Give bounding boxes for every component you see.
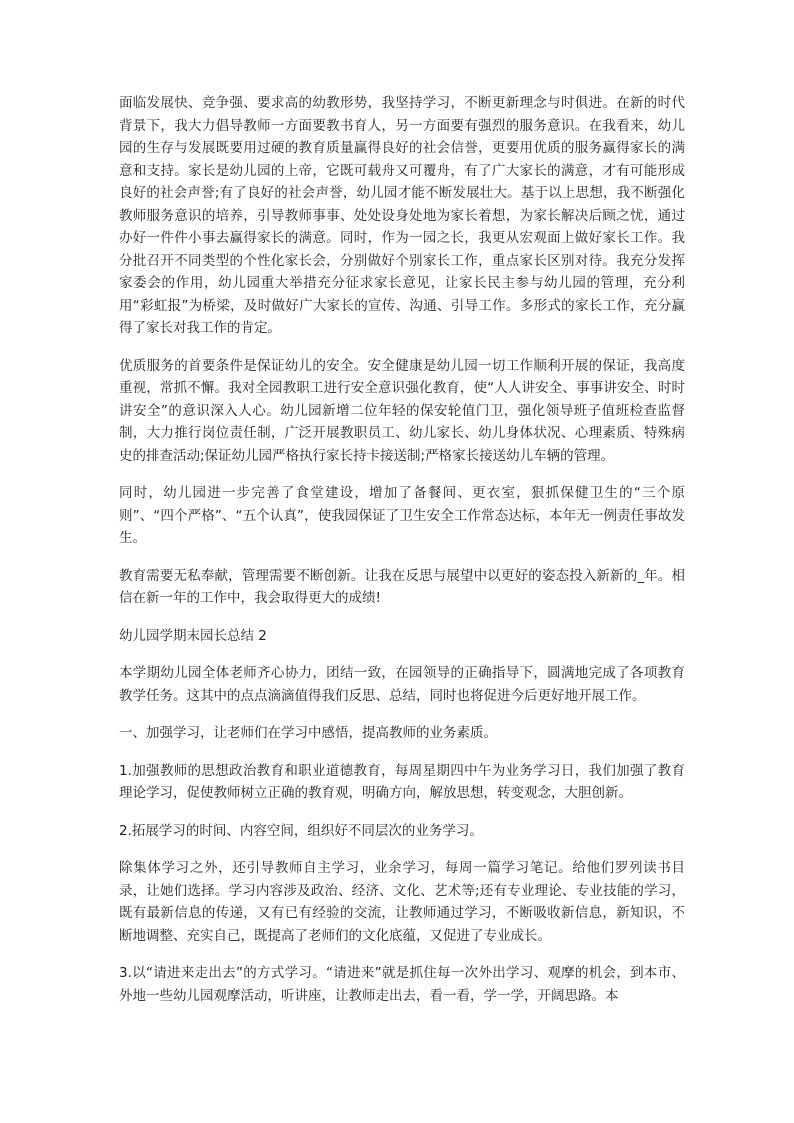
section-title: 幼儿园学期末园长总结 2	[119, 627, 267, 644]
paragraph-intro: 本学期幼儿园全体老师齐心协力，团结一致，在园领导的正确指导下，圆满地完成了各项教育教学任务。这其中的点点滴滴值得我们反思、总结，同时也将促进今后更好地开展工作。	[119, 665, 685, 704]
paragraph-outlook: 教育需要无私奉献，管理需要不断创新。让我在反思与展望中以更好的姿态投入新新的_年。相信在新一年的工作中，我会取得更大的成绩!	[119, 567, 685, 606]
paragraph-parent-service: 面临发展快、竞争强、要求高的幼教形势，我坚持学习，不断更新理念与时俱进。在新的时代背景下，我大力倡导教师一方面要教书育人，另一方面要有强烈的服务意识。在我看来，幼儿园的生存与发展既要用过硬的教育质量赢得良好的社会信誉，更要用优质的服务赢得家长的满意和支持。家长是幼儿园的上帝，它既可载舟又可覆舟，有了广大家长的满意，才有可能形成良好的社会声誉;有了良好的社会声誉，幼儿园才能不断发展壮大。基于以上思想，我不断强化教师服务意识的培养，引导教师事事、处处设身处地为家长着想，为家长解决后顾之忧，通过办好一件件小事去赢得家长的满意。同时，作为一园之长，我更从宏观面上做好家长工作。我分批召开不同类型的个性化家长会，分别做好个别家长工作，重点家长区别对待。我充分发挥家委会的作用，幼儿园重大举措充分征求家长意见，让家长民主参与幼儿园的管理，充分利用“彩虹报”为桥梁，及时做好广大家长的宣传、沟通、引导工作。多形式的家长工作，充分赢得了家长对我工作的肯定。	[119, 95, 685, 336]
list-item-3: 3.以“请进来走出去”的方式学习。“请进来”就是抓住每一次外出学习、观摩的机会，到本市、外地一些幼儿园观摩活动，听讲座，让教师走出去，看一看，学一学，开阔思路。本	[119, 965, 685, 1004]
list-item-1: 1.加强教师的思想政治教育和职业道德教育，每周星期四中午为业务学习日，我们加强了教育理论学习，促使教师树立正确的教育观，明确方向，解放思想，转变观念，大胆创新。	[119, 762, 685, 801]
subheading-strengthen-learning: 一、加强学习，让老师们在学习中感悟，提高教师的业务素质。	[119, 725, 497, 741]
paragraph-canteen: 同时，幼儿园进一步完善了食堂建设，增加了备餐间、更衣室，狠抓保健卫生的“三个原则”、“四个严格”、“五个认真”，使我园保证了卫生安全工作常态达标，本年无一例责任事故发生。	[119, 485, 685, 546]
list-item-2: 2.拓展学习的时间、内容空间，组织好不同层次的业务学习。	[119, 822, 483, 839]
document-body	[119, 92, 685, 1022]
paragraph-safety: 优质服务的首要条件是保证幼儿的安全。安全健康是幼儿园一切工作顺利开展的保证，我高度重视，常抓不懈。我对全园教职工进行安全意识强化教育，使“人人讲安全、事事讲安全、时时讲安全”的意识深入人心。幼儿园新增二位年轻的保安轮值门卫，强化领导班子值班检查监督制，大力推行岗位责任制，广泛开展教职员工、幼儿家长、幼儿身体状况、心理素质、特殊病史的排查活动;保证幼儿园严格执行家长持卡接送制;严格家长接送幼儿车辆的管理。	[119, 357, 685, 464]
paragraph-self-study: 除集体学习之外，还引导教师自主学习，业余学习，每周一篇学习笔记。给他们罗列读书目录，让她们选择。学习内容涉及政治、经济、文化、艺术等;还有专业理论、专业技能的学习，既有最新信息的传递，又有已有经验的交流，让教师通过学习，不断吸收新信息，新知识，不断地调整、充实自己，既提高了老师们的文化底蕴，又促进了专业成长。	[119, 860, 685, 944]
